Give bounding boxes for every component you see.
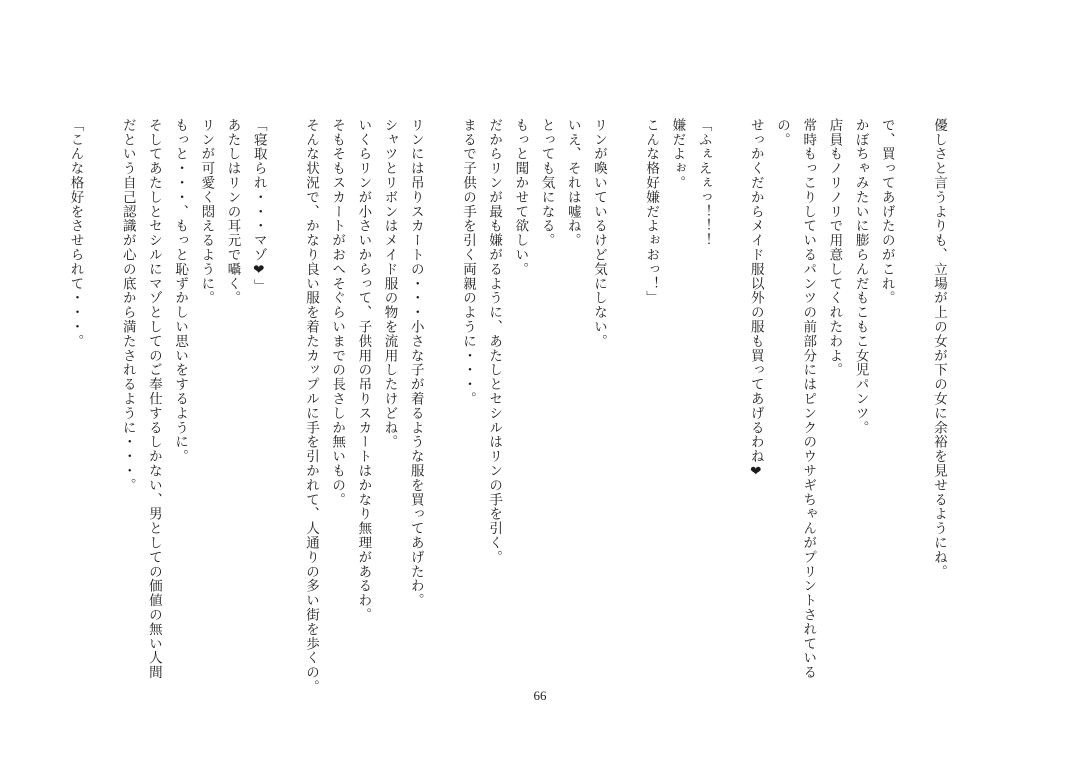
text-line: もっと聞かせて欲しい。 (512, 118, 529, 277)
text-line: 「こんな格好をさせられて・・・。 (67, 118, 84, 349)
text-line: かぼちゃみたいに膨らんだもこもこ女児パンツ。 (852, 118, 869, 435)
text-line: いくらリンが小さいからって、子供用の吊りスカートはかなり無理があるわ。 (355, 118, 372, 622)
text-line: もっと・・・、もっと恥ずかしい思いをするように。 (172, 118, 189, 464)
text-line: シャツとリボンはメイド服の物を流用したけどね。 (381, 118, 398, 450)
paragraph-gap (717, 118, 743, 678)
text-line: せっかくだからメイド服以外の服も買ってあげるわね❤ (747, 118, 764, 481)
page-number: 66 (533, 688, 547, 703)
text-line: 店員もノリノリで用意してくれたわよ。 (826, 118, 843, 378)
text-line: リンが可愛く悶えるように。 (198, 118, 215, 306)
vertical-text-body (62, 118, 952, 694)
text-line: リンが喚いているけど気にしない。 (590, 118, 607, 349)
text-line: とっても気になる。 (538, 118, 555, 248)
text-line: 常時もっこりしているパンツの前部分にはピンクのウサギちゃんがプリントされている (800, 118, 817, 680)
text-line: そもそもスカートがおへそぐらいまでの長さしか無いもの。 (329, 118, 346, 507)
text-line: 「寝取られ・・・マゾ❤」 (250, 118, 267, 294)
text-line: そんな状況で、かなり良い服を着たカップルに手を引かれて、人通りの多い街を歩くの。 (302, 118, 319, 694)
text-line: 嫌だよぉ。 (669, 118, 686, 190)
text-line: 「ふぇえぇっ！！！ (695, 118, 712, 248)
paragraph-gap (612, 118, 638, 678)
text-line: こんな格好嫌だよぉおっ！」 (643, 118, 660, 306)
text-line: まるで子供の手を引く両親のように・・・。 (459, 118, 476, 406)
text-line: いえ、それは嘘ね。 (564, 118, 581, 248)
text-line: だからリンが最も嫌がるように、あたしとセシルはリンの手を引く。 (486, 118, 503, 565)
text-line: 優しさと言うよりも、立場が上の女が下の女に余裕を見せるようにね。 (931, 118, 947, 579)
paragraph-gap (272, 118, 298, 678)
paragraph-gap (89, 118, 115, 678)
text-line: リンには吊りスカートの・・・小さな子が着るような服を買ってあげたわ。 (407, 118, 424, 608)
text-line: の。 (773, 118, 790, 147)
paragraph-gap (429, 118, 455, 678)
text-line: だという自己認識が心の底から満たされるように・・・。 (119, 118, 136, 493)
text-line: あたしはリンの耳元で囁く。 (224, 118, 241, 306)
text-line: そしてあたしとセシルにマゾとしてのご奉仕するしかない、男としての価値の無い人間 (145, 118, 162, 680)
paragraph-gap (900, 118, 926, 678)
text-line: で、買ってあげたのがこれ。 (878, 118, 895, 306)
